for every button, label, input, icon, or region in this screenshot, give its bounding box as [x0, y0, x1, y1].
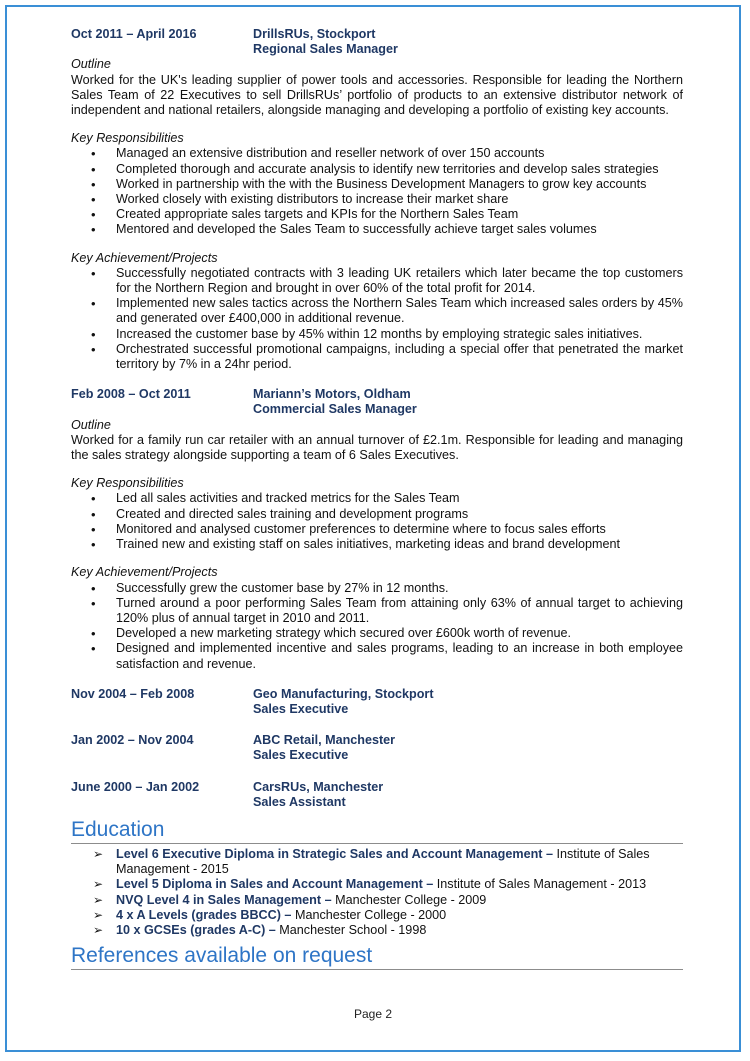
- list-item: • Increased the customer base by 45% within 12 months by employing strategic sales initiatives.: [71, 327, 683, 342]
- job-role: Regional Sales Manager: [253, 42, 398, 57]
- job-entry: [71, 387, 683, 671]
- achievements-list: [71, 581, 683, 672]
- job-header: [71, 387, 683, 417]
- list-item: • Worked in partnership with the with the Business Development Managers to grow key accounts: [71, 177, 683, 192]
- arrow-bullet-icon: ➢: [93, 922, 104, 937]
- outline-label: Outline: [71, 57, 111, 72]
- job-info: [253, 733, 683, 763]
- institution: Manchester College - 2000: [291, 907, 447, 922]
- achievements-list: [71, 266, 683, 372]
- job-company: DrillsRUs, Stockport: [253, 27, 376, 41]
- list-item: • Created and directed sales training and development programs: [71, 507, 683, 522]
- list-item: • Created appropriate sales targets and KPIs for the Northern Sales Team: [71, 207, 683, 222]
- job-dates: June 2000 – Jan 2002: [71, 779, 200, 794]
- job-entry: [71, 27, 683, 372]
- institution: Manchester College - 2009: [331, 892, 487, 907]
- arrow-bullet-icon: ➢: [93, 877, 104, 892]
- list-item: [71, 877, 683, 892]
- outline-label: Outline: [71, 417, 111, 432]
- references-heading: References available on request: [71, 944, 683, 970]
- qualification: NVQ Level 4 in Sales Management –: [116, 892, 332, 907]
- job-header: [71, 687, 683, 717]
- job-role: Sales Executive: [253, 748, 349, 763]
- list-item: [71, 923, 683, 938]
- list-item: • Designed and implemented incentive and sales programs, leading to an increase in both employee satisfaction and revenue.: [71, 641, 683, 671]
- job-company: Geo Manufacturing, Stockport: [253, 686, 434, 701]
- responsibilities-label: Key Responsibilities: [71, 476, 184, 491]
- list-item: [71, 847, 683, 877]
- list-item: [71, 908, 683, 923]
- arrow-bullet-icon: ➢: [93, 846, 104, 861]
- list-item: • Successfully negotiated contracts with 3 leading UK retailers which later became the top customers for the Northern Region and brought in over 60% of the total profit for 2014.: [71, 266, 683, 296]
- education-heading: Education: [71, 818, 683, 844]
- resume-page: [5, 5, 741, 1052]
- job-info: [253, 387, 683, 417]
- job-role: Sales Assistant: [253, 794, 346, 809]
- outline-text: Worked for the UK's leading supplier of power tools and accessories. Responsible for leading the Northern Sales Team of 22 Executives to sell DrillsRUs’ portfolio of products to an extensive distributor network of independent and national retailers, alongside managing and developing a portfolio of existing key accounts.: [71, 72, 683, 118]
- list-item: • Implemented new sales tactics across the Northern Sales Team which increased sales orders by 45% and generated over £400,000 in additional revenue.: [71, 296, 683, 326]
- arrow-bullet-icon: ➢: [93, 892, 104, 907]
- job-role: Commercial Sales Manager: [253, 402, 417, 417]
- institution: Manchester School - 1998: [275, 922, 427, 937]
- job-info: [253, 27, 683, 57]
- list-item: • Developed a new marketing strategy which secured over £600k worth of revenue.: [71, 626, 683, 641]
- job-company: Mariann’s Motors, Oldham: [253, 387, 411, 402]
- list-item: • Completed thorough and accurate analysis to identify new territories and develop sales strategies: [71, 162, 683, 177]
- job-header: [71, 27, 683, 57]
- arrow-bullet-icon: ➢: [93, 907, 104, 922]
- achievements-label: Key Achievement/Projects: [71, 250, 218, 265]
- list-item: • Worked closely with existing distributors to increase their market share: [71, 192, 683, 207]
- job-header: [71, 780, 683, 810]
- list-item: • Managed an extensive distribution and reseller network of over 150 accounts: [71, 146, 683, 161]
- education-list: [71, 847, 683, 938]
- qualification: 4 x A Levels (grades BBCC) –: [116, 907, 292, 922]
- job-dates: Feb 2008 – Oct 2011: [71, 387, 191, 402]
- responsibilities-list: [71, 491, 683, 552]
- responsibilities-list: [71, 146, 683, 237]
- page-number: Page 2: [353, 1007, 393, 1021]
- qualification: 10 x GCSEs (grades A-C) –: [116, 922, 276, 937]
- list-item: • Turned around a poor performing Sales Team from attaining only 63% of annual target to achieving 120% plus of annual target in 2010 and 2011.: [71, 596, 683, 626]
- list-item: [71, 893, 683, 908]
- job-dates: Jan 2002 – Nov 2004: [71, 733, 194, 748]
- job-header: [71, 733, 683, 763]
- job-company: ABC Retail, Manchester: [253, 733, 396, 748]
- outline-text: Worked for a family run car retailer with an annual turnover of £2.1m. Responsible for leading and managing the sales strategy alongside supporting a team of 6 Sales Executives.: [71, 432, 683, 463]
- institution: Institute of Sales Management - 2013: [433, 877, 647, 892]
- list-item: • Mentored and developed the Sales Team to successfully achieve target sales volumes: [71, 222, 683, 237]
- achievements-label: Key Achievement/Projects: [71, 565, 218, 580]
- list-item: • Successfully grew the customer base by 27% in 12 months.: [71, 581, 683, 596]
- list-item: • Led all sales activities and tracked metrics for the Sales Team: [71, 491, 683, 506]
- qualification: Level 5 Diploma in Sales and Account Management –: [116, 877, 434, 892]
- job-dates: Oct 2011 – April 2016: [71, 27, 197, 41]
- job-company: CarsRUs, Manchester: [253, 779, 384, 794]
- responsibilities-label: Key Responsibilities: [71, 131, 184, 146]
- list-item: • Trained new and existing staff on sales initiatives, marketing ideas and brand development: [71, 537, 683, 552]
- job-info: [253, 687, 683, 717]
- job-info: [253, 780, 683, 810]
- list-item: • Orchestrated successful promotional campaigns, including a special offer that penetrated the market territory by 7% in a 24hr period.: [71, 342, 683, 372]
- page-content: [71, 27, 683, 970]
- job-role: Sales Executive: [253, 701, 349, 716]
- institution: Institute of Sales Management - 2015: [116, 846, 650, 877]
- list-item: • Monitored and analysed customer preferences to determine where to focus sales efforts: [71, 522, 683, 537]
- job-dates: Nov 2004 – Feb 2008: [71, 686, 195, 701]
- qualification: Level 6 Executive Diploma in Strategic Sales and Account Management –: [116, 846, 553, 861]
